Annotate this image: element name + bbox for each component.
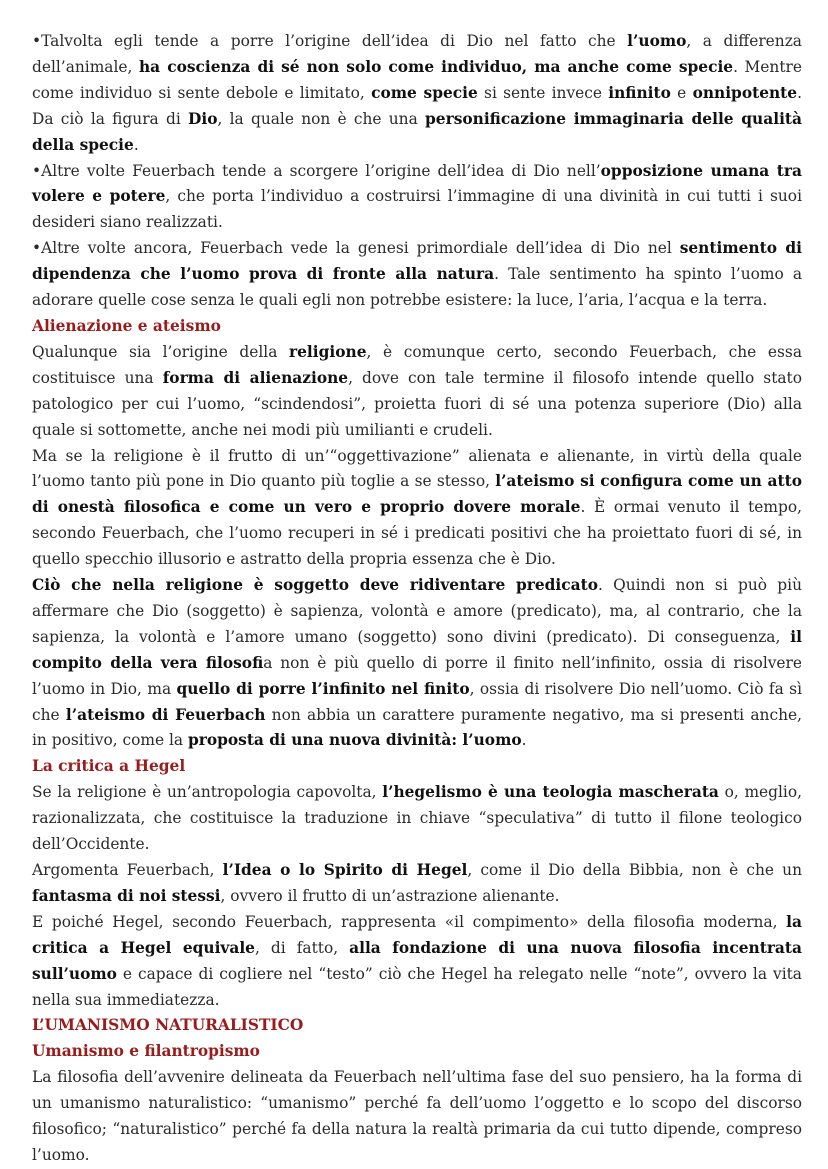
bold-text: come specie xyxy=(371,83,478,102)
bold-text: fantasma di noi stessi xyxy=(32,886,221,905)
section-heading-alienazione: Alienazione e ateismo xyxy=(32,316,221,335)
paragraph-soggetto-predicato: Ciò che nella religione è soggetto deve ridiventare predicato. Quindi non si può più affermare che Dio (soggetto) è sapienza, volontà e amore (predicato), ma, al contrario, che la sapienza, la volontà e l’amore umano (soggetto) sono divini (predicato). Di conseguenza, il compito della vera filosofia non è più quello di porre il finito nell’infinito, ossia di risolvere l’uomo in Dio, ma quello di porre l’infinito nel finito, ossia di risolvere Dio nell’uomo. Ciò fa sì che l’ateismo di Feuerbach non abbia un carattere puramente negativo, ma si presenti anche, in positivo, come la proposta di una nuova divinità: l’uomo. xyxy=(32,576,803,750)
bold-text: proposta di una nuova divinità: l’uomo xyxy=(188,731,522,750)
section-subheading-filantropismo: Umanismo e filantropismo xyxy=(32,1042,260,1061)
section-heading-umanismo: L’UMANISMO NATURALISTICO xyxy=(32,1016,304,1035)
paragraph-teologia-mascherata: Se la religione è un’antropologia capovolta, l’hegelismo è una teologia mascherata o, meglio, razionalizzata, che costituisce la traduzione in chiave “speculativa” di tutto il filone teologico dell’Occidente. xyxy=(32,783,802,854)
paragraph-spirito-hegel: Argomenta Feuerbach, l’Idea o lo Spirito di Hegel, come il Dio della Bibbia, non è che un fantasma di noi stessi, ovvero il frutto di un’astrazione alienante. xyxy=(32,861,803,905)
bold-text: l’Idea o lo Spirito di Hegel xyxy=(222,861,468,879)
paragraph-forma-alienazione: Qualunque sia l’origine della religione, è comunque certo, secondo Feuerbach, che essa costituisce una forma di alienazione, dove con tale termine il filosofo intende quello stato patologico per cui l’uomo, “scindendosi”, proietta fuori di sé una potenza superiore (Dio) alla quale si sottomette, anche nei modi più umilianti e crudeli. xyxy=(32,342,803,439)
bold-text: l’uomo xyxy=(627,32,687,50)
bold-text: l’ateismo di Feuerbach xyxy=(65,705,266,724)
paragraph-origine-specie: •Talvolta egli tende a porre l’origine dell’idea di Dio nel fatto che l’uomo, a differenza dell’animale, ha coscienza di sé non solo come individuo, ma anche come specie. Mentre come individuo si sente debole e limitato, come specie si sente invece infinito e onnipotente. Da ciò la figura di Dio, la quale non è che una personificazione immaginaria delle qualità della specie. xyxy=(32,32,802,154)
bold-text: ha coscienza di sé non solo come individuo, ma anche come specie xyxy=(138,57,734,76)
bold-text: opposizione umana tra volere e potere xyxy=(32,161,802,206)
bold-text: Dio xyxy=(188,109,218,128)
section-heading-critica-hegel: La critica a Hegel xyxy=(32,757,186,776)
paragraph-ateismo-dovere: Ma se la religione è il frutto di un’“oggettivazione” alienata e alienante, in virtù della quale l’uomo tanto più pone in Dio quanto più toglie a se stesso, l’ateismo si configura come un atto di onestà filosofica e come un vero e proprio dovere morale. È ormai venuto il tempo, secondo Feuerbach, che l’uomo recuperi in sé i predicati positivi che ha proiettato fuori di sé, in quello specchio illusorio e astratto della propria essenza che è Dio. xyxy=(32,446,802,569)
bold-text: la critica a Hegel equivale xyxy=(32,912,802,957)
paragraph-volere-potere: •Altre volte Feuerbach tende a scorgere l’origine dell’idea di Dio nell’opposizione umana tra volere e potere, che porta l’individuo a costruirsi l’immagine di una divinità in cui tutti i suoi desideri siano realizzati. xyxy=(32,161,802,232)
paragraph-dipendenza-natura: •Altre volte ancora, Feuerbach vede la genesi primordiale dell’idea di Dio nel sentimento di dipendenza che l’uomo prova di fronte alla natura. Tale sentimento ha spinto l’uomo a adorare quelle cose senza le quali egli non potrebbe esistere: la luce, l’aria, l’acqua e la terra. xyxy=(32,239,802,310)
bold-text: forma di alienazione xyxy=(162,368,349,387)
paragraph-nuova-filosofia: E poiché Hegel, secondo Feuerbach, rappresenta «il compimento» della filosofia moderna, la critica a Hegel equivale, di fatto, alla fondazione di una nuova filosofia incentrata sull’uomo e capace di cogliere nel “testo” ciò che Hegel ha relegato nelle “note”, ovvero la vita nella sua immediatezza. xyxy=(32,912,802,1009)
bold-text: il compito della vera filosofi xyxy=(32,627,802,672)
bold-text: sentimento di dipendenza che l’uomo prova di fronte alla natura xyxy=(32,239,802,284)
bold-text: quello di porre l’infinito nel finito xyxy=(176,679,470,698)
bold-text: personificazione immaginaria delle qualità della specie xyxy=(32,109,802,154)
bold-text: Ciò che nella religione è soggetto deve ridiventare predicato xyxy=(32,576,598,595)
bold-text: l’hegelismo è una teologia mascherata xyxy=(382,783,719,802)
bold-text: alla fondazione di una nuova filosofia incentrata sull’uomo xyxy=(32,938,802,983)
bold-text: religione xyxy=(289,342,367,361)
bold-text: onnipotente xyxy=(692,83,798,102)
bold-text: l’ateismo si configura come un atto di onestà filosofica e come un vero e proprio dovere morale xyxy=(32,472,802,517)
paragraph-filosofia-avvenire: La filosofia dell’avvenire delineata da Feuerbach nell’ultima fase del suo pensiero, ha la forma di un umanismo naturalistico: “umanismo” perché fa dell’uomo l’oggetto e lo scopo del discorso filosofico; “naturalistico” perché fa della natura la realtà primaria da cui tutto dipende, compreso l’uomo. xyxy=(32,1068,802,1164)
bold-text: infinito xyxy=(608,83,671,102)
document-page xyxy=(32,29,802,1169)
